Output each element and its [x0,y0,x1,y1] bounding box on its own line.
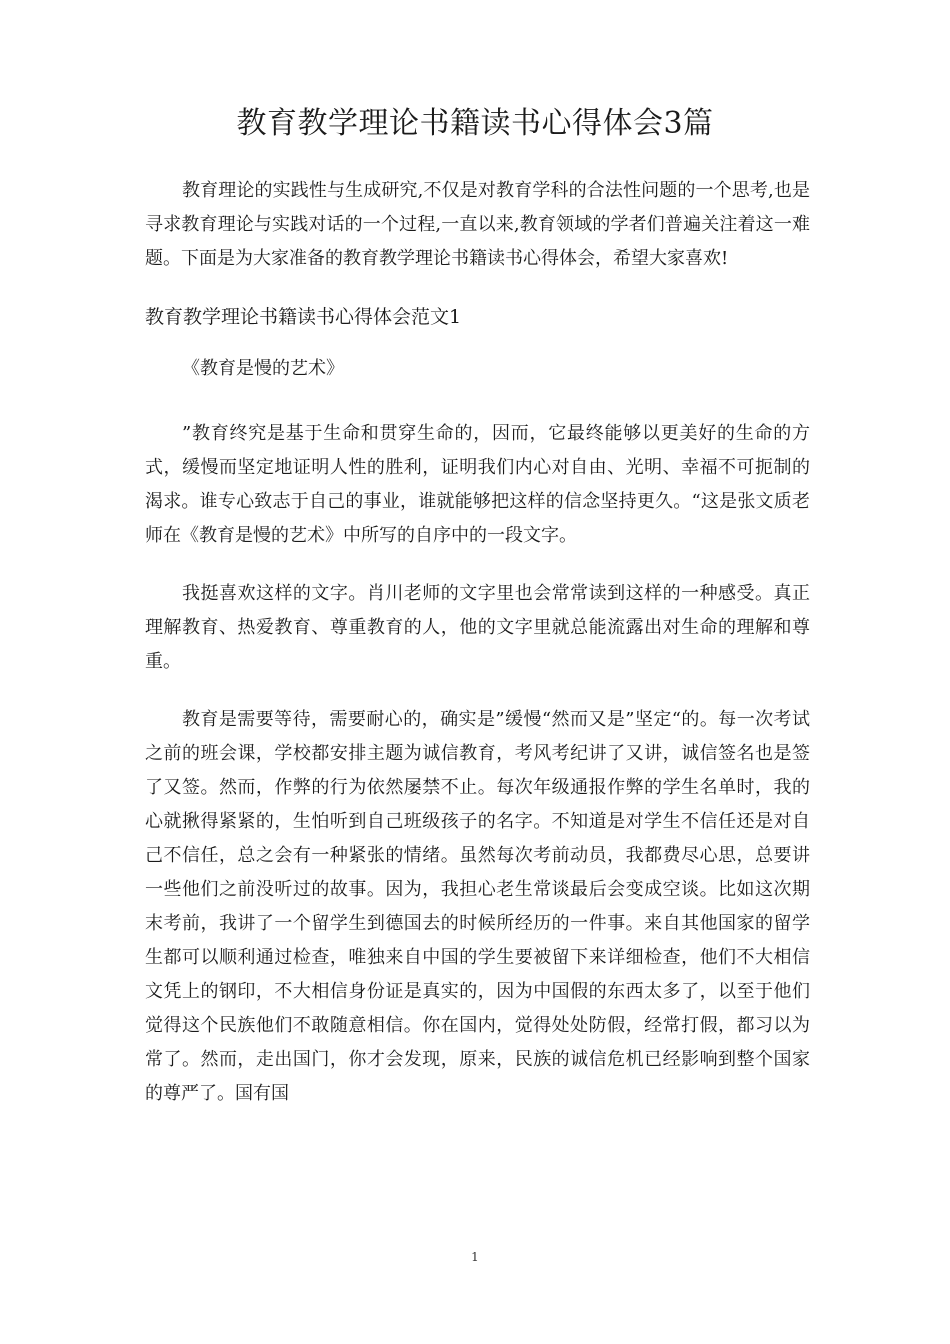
body-paragraph: 我挺喜欢这样的文字。肖川老师的文字里也会常常读到这样的一种感受。真正理解教育、热爱教育、尊重教育的人，他的文字里就总能流露出对生命的理解和尊重。 [145,583,810,672]
intro-paragraph: 教育理论的实践性与生成研究,不仅是对教育学科的合法性问题的一个思考,也是寻求教育理论与实践对话的一个过程,一直以来,教育领域的学者们普遍关注着这一难题。下面是为大家准备的教育教学理论书籍读书心得体会，希望大家喜欢! [145,180,810,269]
body-paragraph: 教育是需要等待，需要耐心的，确实是”缓慢“然而又是”坚定“的。每一次考试之前的班会课，学校都安排主题为诚信教育，考风考纪讲了又讲，诚信签名也是签了又签。然而，作弊的行为依然屡禁不止。每次年级通报作弊的学生名单时，我的心就揪得紧紧的，生怕听到自己班级孩子的名字。不知道是对学生不信任还是对自己不信任，总之会有一种紧张的情绪。虽然每次考前动员，我都费尽心思，总要讲一些他们之前没听过的故事。因为，我担心老生常谈最后会变成空谈。比如这次期末考前，我讲了一个留学生到德国去的时候所经历的一件事。来自其他国家的留学生都可以顺利通过检查，唯独来自中国的学生要被留下来详细检查，他们不大相信文凭上的钢印，不大相信身份证是真实的，因为中国假的东西太多了，以至于他们觉得这个民族他们不敢随意相信。你在国内，觉得处处防假，经常打假，都习以为常了。然而，走出国门，你才会发现，原来，民族的诚信危机已经影响到整个国家的尊严了。国有国 [145,709,810,1104]
document-title: 教育教学理论书籍读书心得体会3篇 [236,106,714,141]
page-number: 1 [471,1250,479,1264]
section-heading: 教育教学理论书籍读书心得体会范文1 [145,306,462,328]
book-title: 《教育是慢的艺术》 [182,358,344,379]
document-body [145,174,810,1111]
body-paragraph: ”教育终究是基于生命和贯穿生命的，因而，它最终能够以更美好的生命的方式，缓慢而坚定地证明人性的胜利，证明我们内心对自由、光明、幸福不可扼制的渴求。谁专心致志于自己的事业，谁就能够把这样的信念坚持更久。“这是张文质老师在《教育是慢的艺术》中所写的自序中的一段文字。 [145,423,810,546]
